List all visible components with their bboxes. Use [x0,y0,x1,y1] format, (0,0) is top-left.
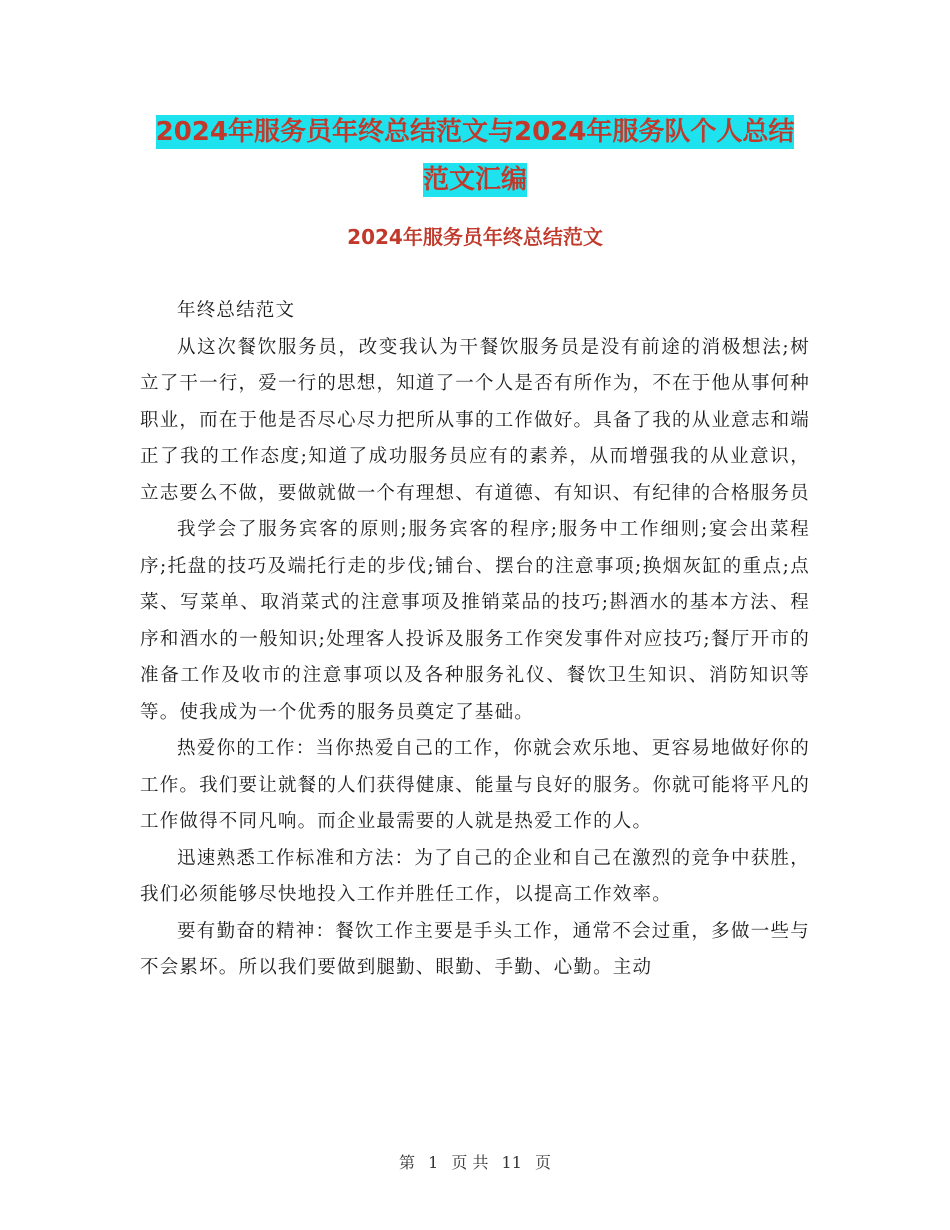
paragraph: 热爱你的工作：当你热爱自己的工作，你就会欢乐地、更容易地做好你的工作。我们要让就餐的人们获得健康、能量与良好的服务。你就可能将平凡的工作做得不同凡响。而企业最需要的人就是热爱工作的人。 [140,738,810,832]
paragraph: 迅速熟悉工作标准和方法：为了自己的企业和自己在激烈的竞争中获胜，我们必须能够尽快地投入工作并胜任工作，以提高工作效率。 [140,847,810,905]
footer-prefix: 第 [398,1153,415,1172]
body-text [140,293,810,987]
document-title [120,108,830,204]
paragraph: 年终总结范文 [177,300,296,321]
page-footer [0,1150,950,1173]
page-number: 1 [428,1153,439,1172]
footer-suffix: 页 [535,1153,552,1172]
paragraph: 从这次餐饮服务员，改变我认为干餐饮服务员是没有前途的消极想法;树立了干一行，爱一行的思想，知道了一个人是否有所作为，不在于他从事何种职业，而在于他是否尽心尽力把所从事的工作做好。具备了我的从业意志和端正了我的工作态度;知道了成功服务员应有的素养，从而增强我的从业意识，立志要么不做，要做就做一个有理想、有道德、有知识、有纪律的合格服务员 [140,336,810,504]
total-pages: 11 [501,1153,522,1172]
title-line-2: 范文汇编 [422,165,527,195]
footer-mid: 页 共 [451,1153,489,1172]
title-line-1: 2024年服务员年终总结范文与2024年服务队个人总结 [155,117,795,147]
section-title: 2024年服务员年终总结范文 [347,225,603,249]
paragraph: 要有勤奋的精神：餐饮工作主要是手头工作，通常不会过重，多做一些与不会累坏。所以我们要做到腿勤、眼勤、手勤、心勤。主动 [140,920,810,978]
paragraph: 我学会了服务宾客的原则;服务宾客的程序;服务中工作细则;宴会出菜程序;托盘的技巧及端托行走的步伐;铺台、摆台的注意事项;换烟灰缸的重点;点菜、写菜单、取消菜式的注意事项及推销菜品的技巧;斟酒水的基本方法、程序和酒水的一般知识;处理客人投诉及服务工作突发事件对应技巧;餐厅开市的准备工作及收市的注意事项以及各种服务礼仪、餐饮卫生知识、消防知识等等。使我成为一个优秀的服务员奠定了基础。 [140,519,810,723]
